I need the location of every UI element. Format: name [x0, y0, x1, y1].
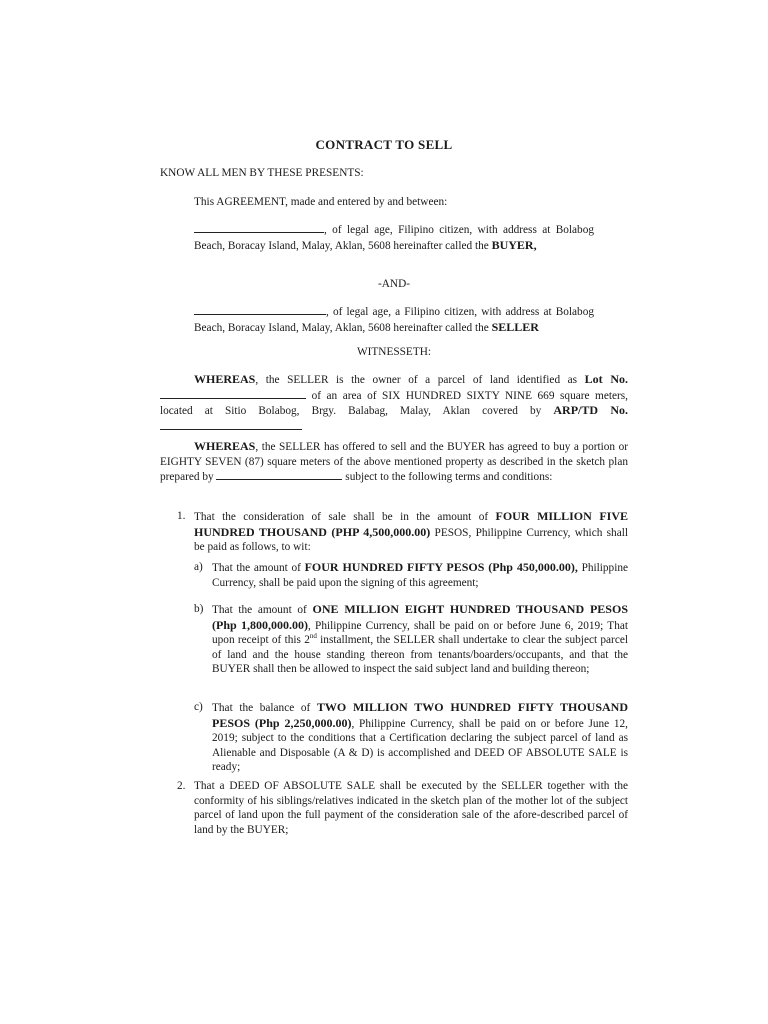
whereas2-text1: , the SELLER has offered to sell and the BUYER has agreed to buy a portion or EIGHTY SEVEN (87) square meters of the above mentioned property as described in the sketch plan prepared by — [160, 441, 628, 484]
item-c-amount: TWO MILLION TWO HUNDRED FIFTY THOUSAND PESOS (Php 2,250,000.00) — [212, 700, 628, 730]
item1-text2: PESOS, Philippine Currency, which shall be paid as follows, to wit: — [194, 526, 629, 554]
party2-text: , of legal age, a Filipino citizen, with address at Bolabog Beach, Boracay Island, Malay, Aklan, 5608 hereinafter called the — [194, 306, 594, 334]
party2-paragraph — [194, 304, 594, 335]
witnesseth-heading: WITNESSETH: — [356, 346, 432, 358]
prepared-by-blank[interactable] — [216, 469, 342, 480]
whereas1-text1: , the SELLER is the owner of a parcel of land identified as — [255, 374, 578, 386]
item-a-text1: That the amount of — [212, 562, 301, 574]
know-all-heading: KNOW ALL MEN BY THESE PRESENTS: — [160, 167, 364, 179]
whereas1-text2: of an area of SIX HUNDRED SIXTY NINE 669 square meters, located at Sitio Bolabog, Brgy. Balabag, Malay, Aklan covered by — [160, 389, 628, 418]
document-title: CONTRACT TO SELL — [315, 137, 453, 152]
party1-paragraph — [194, 222, 594, 253]
item1-number: 1. — [177, 510, 186, 522]
item2-paragraph: That a DEED OF ABSOLUTE SALE shall be executed by the SELLER together with the conformity of his siblings/relatives indicated in the sketch plan of the mother lot of the subject parcel of land upon the full payment of the consideration sale of the afore-described parcel of land by the BUYER; — [194, 780, 628, 836]
whereas2-text2: subject to the following terms and conditions: — [345, 471, 553, 484]
item-c-label: c) — [194, 701, 203, 713]
agreement-intro: This AGREEMENT, made and entered by and between: — [194, 196, 448, 208]
whereas1-lot: Lot No. — [584, 372, 628, 386]
lot-number-blank[interactable] — [160, 388, 306, 399]
party1-role: BUYER, — [491, 237, 537, 252]
party1-text: , of legal age, Filipino citizen, with address at Bolabog Beach, Boracay Island, Malay, Aklan, 5608 hereinafter called the — [194, 224, 594, 252]
party2-role: SELLER — [491, 319, 539, 334]
whereas1-arp: ARP/TD No. — [553, 403, 628, 418]
item-c-text1: That the balance of — [212, 702, 311, 714]
seller-name-blank[interactable] — [194, 304, 326, 315]
item1-amount: FOUR MILLION FIVE HUNDRED THOUSAND (PHP 4,500,000.00) — [194, 509, 628, 539]
item-a-paragraph — [212, 560, 628, 590]
item-b-amount: ONE MILLION EIGHT HUNDRED THOUSAND PESOS (Php 1,800,000.00) — [212, 602, 628, 632]
item-a-amount: FOUR HUNDRED FIFTY PESOS (Php 450,000.00), — [304, 560, 578, 574]
and-separator: -AND- — [378, 278, 410, 290]
whereas2-lead: WHEREAS — [194, 439, 256, 453]
item1-text1: That the consideration of sale shall be in the amount of — [194, 511, 489, 523]
arp-td-number-blank[interactable] — [160, 419, 302, 430]
item-b-text2: , Philippine Currency, shall be paid on or before June 6, 2019; That upon receipt of this 2 — [212, 619, 628, 647]
item-b-paragraph — [212, 602, 628, 677]
whereas1-lead: WHEREAS — [194, 372, 256, 386]
item-b-text3: installment, the SELLER shall undertake to clear the subject parcel of land and the house standing thereon from tenants/boarders/occupants, and that the BUYER shall then be allowed to inspect the said subject land and building thereon; — [212, 634, 628, 676]
item-c-text2: , Philippine Currency, shall be paid on or before June 12, 2019; subject to the conditions that a Certification declaring the subject parcel of land as Alienable and Disposable (A & D) is accomplished and DEED OF ABSOLUTE SALE is ready; — [212, 717, 629, 774]
item-c-paragraph — [212, 700, 628, 775]
buyer-name-blank[interactable] — [194, 222, 324, 233]
item-a-label: a) — [194, 561, 203, 573]
item-b-text1: That the amount of — [212, 604, 307, 616]
item1-paragraph — [194, 509, 628, 555]
item-b-label: b) — [194, 603, 204, 615]
item-b-superscript: nd — [309, 632, 317, 641]
item2-number: 2. — [177, 780, 186, 792]
whereas2-paragraph — [160, 439, 628, 485]
whereas1-paragraph — [160, 372, 628, 434]
item-a-text2: Philippine Currency, shall be paid upon the signing of this agreement; — [212, 562, 629, 589]
